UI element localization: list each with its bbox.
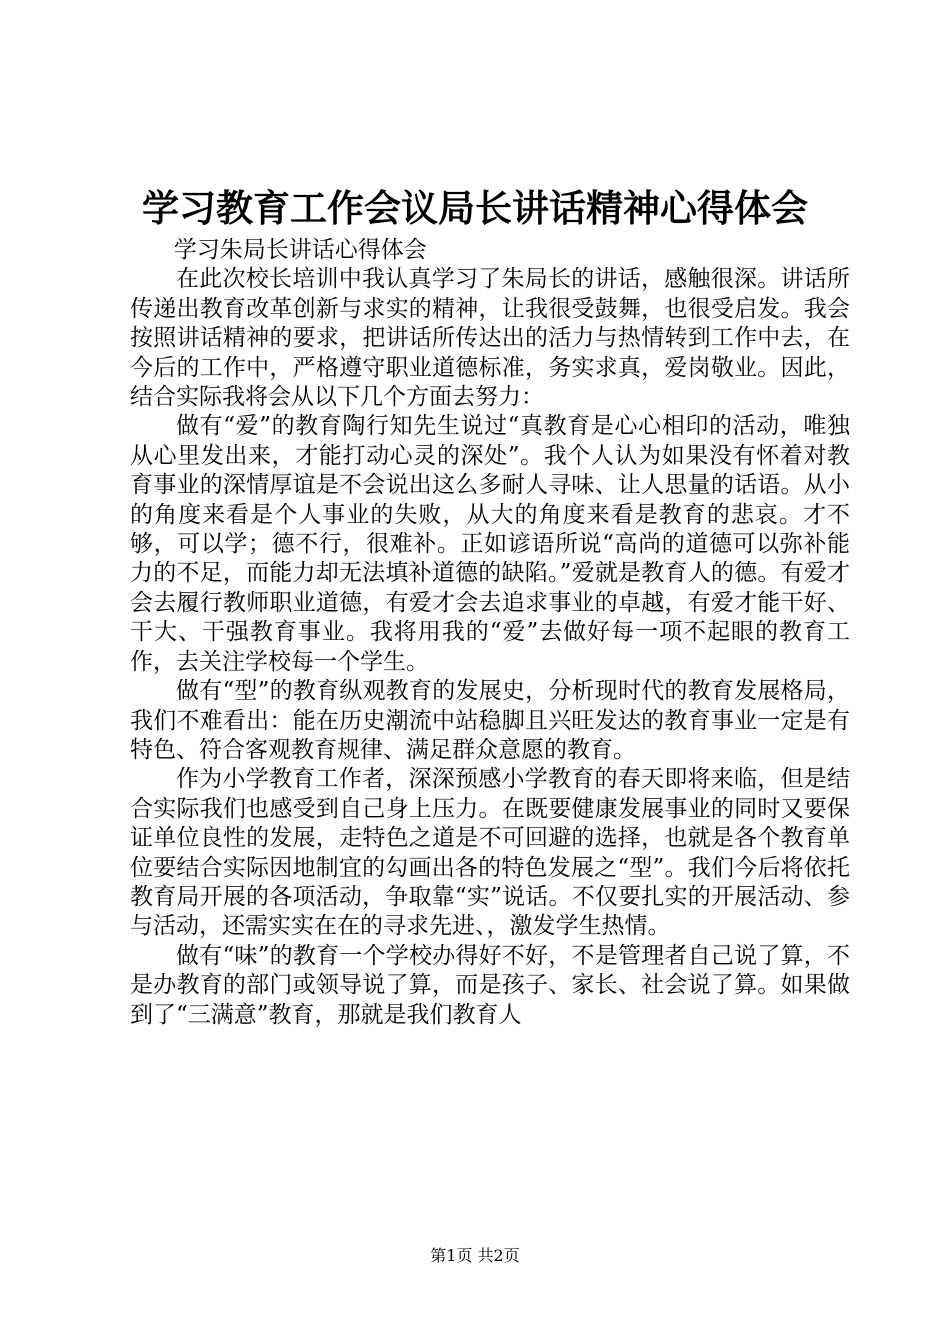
paragraph: 做有“爱”的教育陶行知先生说过“真教育是心心相印的活动，唯独从心里发出来，才能打动心灵的深处”。我个人认为如果没有怀着对教育事业的深情厚谊是不会说出这么多耐人寻味、让人思量的话语。从小的角度来看是个人事业的失败，从大的角度来看是教育的悲哀。才不够，可以学；德不行，很难补。正如谚语所说“高尚的道德可以弥补能力的不足，而能力却无法填补道德的缺陷。”爱就是教育人的德。有爱才会去履行教师职业道德，有爱才会去追求事业的卓越，有爱才能干好、干大、干强教育事业。我将用我的“爱”去做好每一项不起眼的教育工作，去关注学校每一个学生。 xyxy=(130,413,850,675)
paragraph: 作为小学教育工作者，深深预感小学教育的春天即将来临，但是结合实际我们也感受到自己身上压力。在既要健康发展事业的同时又要保证单位良性的发展，走特色之道是不可回避的选择，也就是各个教育单位要结合实际因地制宜的勾画出各的特色发展之“型”。我们今后将依托教育局开展的各项活动，争取靠“实”说话。不仅要扎实的开展活动、参与活动，还需实实在在的寻求先进、，激发学生热情。 xyxy=(130,766,850,940)
page-indicator: 第1页 共2页 xyxy=(430,1246,520,1265)
document-subtitle: 学习朱局长讲话心得体会 xyxy=(173,237,427,263)
paragraph: 在此次校长培训中我认真学习了朱局长的讲话，感触很深。讲话所传递出教育改革创新与求实的精神，让我很受鼓舞，也很受启发。我会按照讲话精神的要求，把讲话所传达出的活力与热情转到工作中去，在今后的工作中，严格遵守职业道德标准，务实求真，爱岗敬业。因此，结合实际我将会从以下几个方面去努力： xyxy=(130,266,850,411)
paragraph: 做有“味”的教育一个学校办得好不好，不是管理者自己说了算，不是办教育的部门或领导说了算，而是孩子、家长、社会说了算。如果做到了“三满意”教育，那就是我们教育人 xyxy=(130,942,850,1028)
paragraph: 做有“型”的教育纵观教育的发展史，分析现时代的教育发展格局，我们不难看出：能在历史潮流中站稳脚且兴旺发达的教育事业一定是有特色、符合客观教育规律、满足群众意愿的教育。 xyxy=(130,678,850,763)
document-title: 学习教育工作会议局长讲话精神心得体会 xyxy=(142,186,808,230)
document-body xyxy=(130,236,850,1030)
